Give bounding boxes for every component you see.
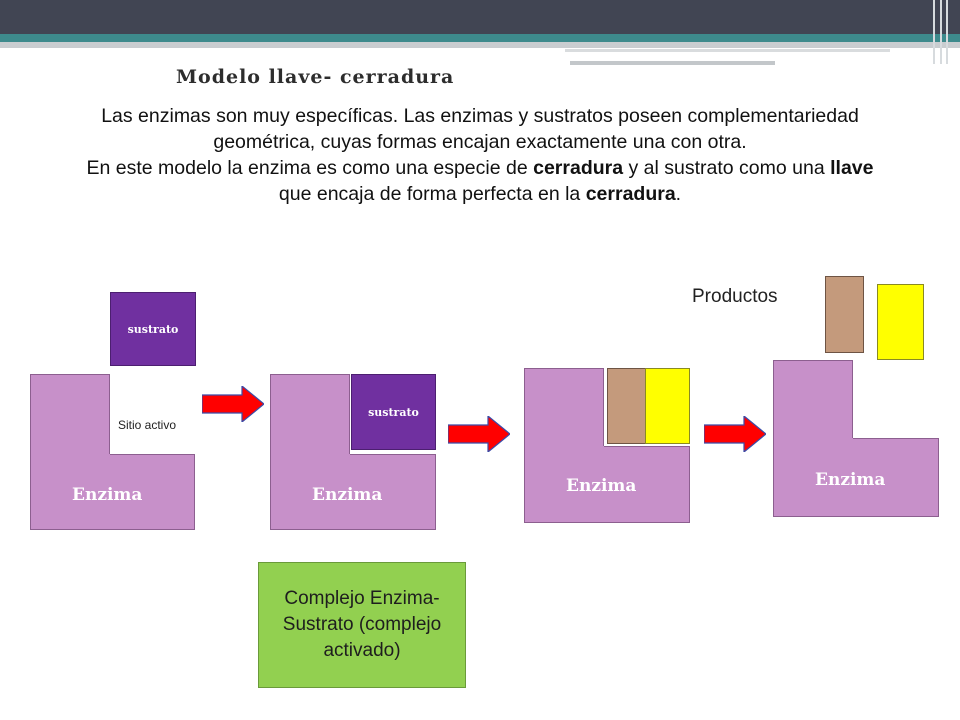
paragraph-2 xyxy=(70,155,890,207)
bold-term: cerradura xyxy=(585,183,676,205)
product-block-2 xyxy=(645,368,690,444)
header-vertical-line xyxy=(946,0,948,64)
header-divider xyxy=(0,42,960,48)
bold-term: cerradura xyxy=(533,157,624,179)
bold-term: llave xyxy=(830,157,874,179)
active-site-label: Sitio activo xyxy=(118,418,177,432)
paragraph-2-part: . xyxy=(675,183,682,205)
enzyme-label: Enzima xyxy=(312,485,383,505)
header-vertical-line xyxy=(940,0,942,64)
header-vertical-line xyxy=(933,0,935,64)
paragraph-1: Las enzimas son muy específicas. Las enzimas y sustratos poseen complementariedad geométrica, cuyas formas encajan exactamente una con otra. xyxy=(101,105,859,153)
enzyme-label: Enzima xyxy=(566,476,637,496)
substrate-block: sustrato xyxy=(110,292,196,366)
stage-4-enzyme xyxy=(773,360,939,517)
header-line xyxy=(565,49,890,52)
product-block-1 xyxy=(825,276,864,353)
header-bar xyxy=(0,0,960,34)
slide-body-text xyxy=(70,103,890,207)
paragraph-2-part: y al sustrato como una xyxy=(623,157,831,179)
paragraph-2-part: que encaja de forma perfecta en la xyxy=(278,183,586,205)
complex-label-box xyxy=(258,562,466,688)
header-accent-stripe xyxy=(0,34,960,42)
product-block-2 xyxy=(877,284,924,360)
complex-label: Complejo Enzima- Sustrato (complejo activado) xyxy=(282,588,442,661)
header-line xyxy=(570,61,775,65)
product-block-1 xyxy=(607,368,647,444)
slide-title: Modelo llave- cerradura xyxy=(176,66,455,88)
arrow-icon xyxy=(704,416,766,452)
arrow-icon xyxy=(448,416,510,452)
arrow-icon xyxy=(202,386,264,422)
stage-1-enzyme xyxy=(30,374,195,530)
enzyme-label: Enzima xyxy=(815,470,886,490)
products-label: Productos xyxy=(692,286,778,307)
paragraph-2-part: En este modelo la enzima es como una especie de xyxy=(86,157,534,179)
enzyme-label: Enzima xyxy=(72,485,143,505)
substrate-block: sustrato xyxy=(351,374,436,450)
